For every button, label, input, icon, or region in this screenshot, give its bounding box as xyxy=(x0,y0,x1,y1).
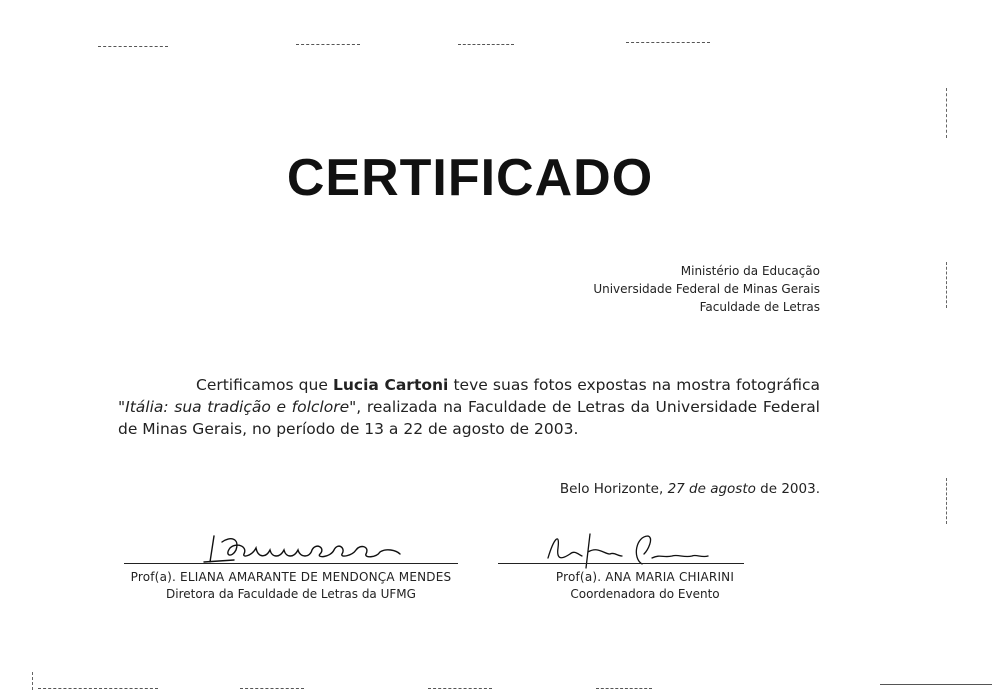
crop-mark-right-1 xyxy=(946,88,947,138)
signature-line-coordinator xyxy=(498,563,744,564)
exhibition-title: "Itália: sua tradição e folclore" xyxy=(118,398,357,416)
crop-mark-right-2 xyxy=(946,262,947,308)
signature-line-director xyxy=(124,563,458,564)
crop-mark-bottom-4 xyxy=(596,688,652,689)
org-ministry: Ministério da Educação xyxy=(680,264,820,278)
org-faculty: Faculdade de Letras xyxy=(699,300,820,314)
body-intro: Certificamos que xyxy=(196,376,333,394)
coordinator-role: Coordenadora do Evento xyxy=(570,587,720,601)
crop-mark-bottom-1 xyxy=(38,688,158,689)
crop-mark-bottom-5 xyxy=(880,684,992,685)
crop-mark-bottom-2 xyxy=(240,688,304,689)
crop-mark-top-1 xyxy=(98,46,168,47)
place-date-line xyxy=(560,481,820,497)
crop-mark-bottom-3 xyxy=(428,688,492,689)
signature-director xyxy=(200,528,410,568)
crop-mark-left-1 xyxy=(32,672,33,690)
org-university: Universidade Federal de Minas Gerais xyxy=(593,282,820,296)
body-middle: teve suas fotos expostas na mostra fotográfica xyxy=(448,376,820,394)
body-end: , realizada na Faculdade de Letras da Universidade Federal de Minas Gerais, no período de 13 a 22 de agosto de 2003. xyxy=(118,398,820,438)
crop-mark-right-3 xyxy=(946,478,947,524)
crop-mark-top-4 xyxy=(626,42,710,43)
signature-block-coordinator xyxy=(520,569,770,603)
director-role: Diretora da Faculdade de Letras da UFMG xyxy=(166,587,416,601)
date-place: Belo Horizonte, xyxy=(559,481,668,497)
coordinator-name: Prof(a). ANA MARIA CHIARINI xyxy=(555,570,735,584)
date-year: de 2003. xyxy=(755,481,820,497)
crop-mark-top-3 xyxy=(458,44,514,45)
recipient-name: Lucia Cartoni xyxy=(333,376,449,394)
crop-mark-top-2 xyxy=(296,44,360,45)
certificate-paragraph xyxy=(118,374,820,440)
date-day-month: 27 de agosto xyxy=(667,481,756,497)
signature-block-director xyxy=(116,569,466,603)
certificate-title: CERTIFICADO xyxy=(286,149,654,207)
issuing-organization xyxy=(593,262,820,316)
director-name: Prof(a). ELIANA AMARANTE DE MENDONÇA MENDES xyxy=(130,570,452,584)
certificate-body xyxy=(118,374,820,440)
